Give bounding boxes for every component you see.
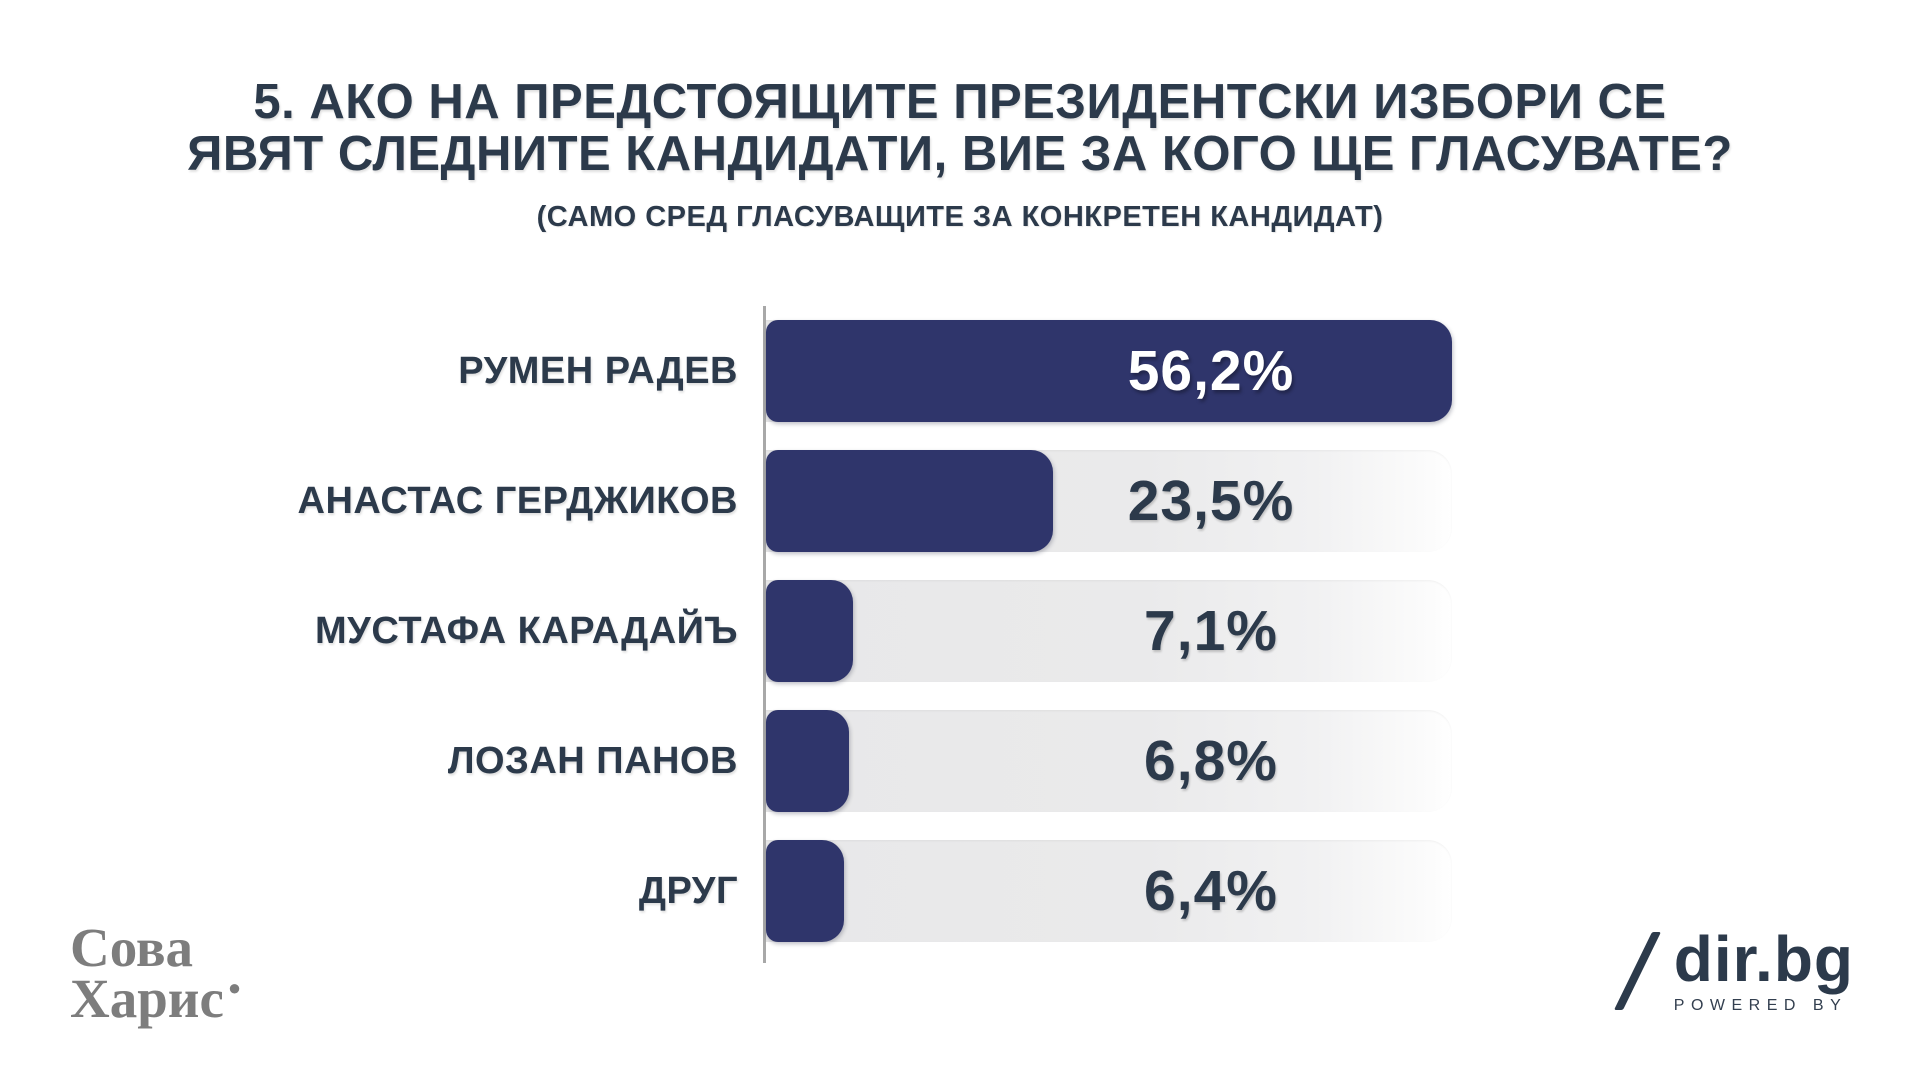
sova-haris-logo-line1: Сова xyxy=(70,917,194,978)
value-label: 7,1% xyxy=(1144,599,1278,663)
bar-track xyxy=(766,580,1452,682)
trademark-dot-icon: ● xyxy=(227,975,242,1000)
bar-fill xyxy=(766,710,849,812)
bar-track xyxy=(766,450,1452,552)
bar-track xyxy=(766,840,1452,942)
sova-haris-logo xyxy=(70,917,242,1035)
value-label: 6,8% xyxy=(1144,729,1278,793)
sova-haris-logo-text: Харис xyxy=(70,968,224,1029)
category-label: РУМЕН РАДЕВ xyxy=(458,349,738,392)
sova-haris-logo-line2 xyxy=(70,968,242,1035)
dirbg-logo xyxy=(1621,923,1854,1015)
category-label: МУСТАФА КАРАДАЙЪ xyxy=(315,609,738,652)
bar-track xyxy=(766,320,1452,422)
chart-subtitle: (САМО СРЕД ГЛАСУВАЩИТЕ ЗА КОНКРЕТЕН КАНДИДАТ) xyxy=(536,201,1384,233)
chart-title xyxy=(0,76,1920,180)
value-label: 6,4% xyxy=(1144,859,1278,923)
bar-row xyxy=(0,710,1920,812)
dirbg-logo-text-block xyxy=(1673,923,1854,1015)
dirbg-logo-tagline: POWERED BY xyxy=(1673,997,1848,1014)
bar-row xyxy=(0,580,1920,682)
bar-fill xyxy=(766,320,1452,422)
dirbg-logo-name: dir.bg xyxy=(1673,923,1854,995)
category-label: АНАСТАС ГЕРДЖИКОВ xyxy=(297,479,738,522)
value-label: 23,5% xyxy=(1127,469,1295,533)
bar-track xyxy=(766,710,1452,812)
bar-fill xyxy=(766,450,1053,552)
bar-row xyxy=(0,840,1920,942)
bar-row xyxy=(0,320,1920,422)
bar-fill xyxy=(766,840,844,942)
bar-row xyxy=(0,450,1920,552)
chart-title-line1: 5. АКО НА ПРЕДСТОЯЩИТЕ ПРЕЗИДЕНТСКИ ИЗБОРИ СЕ xyxy=(253,75,1667,129)
slash-icon xyxy=(1614,932,1661,1010)
chart-title-line2: ЯВЯТ СЛЕДНИТЕ КАНДИДАТИ, ВИЕ ЗА КОГО ЩЕ ГЛАСУВАТЕ? xyxy=(187,127,1733,181)
value-label: 56,2% xyxy=(1127,339,1295,403)
bar-fill xyxy=(766,580,853,682)
bar-rows xyxy=(0,320,1920,970)
category-label: ДРУГ xyxy=(638,869,738,912)
category-label: ЛОЗАН ПАНОВ xyxy=(447,739,738,782)
